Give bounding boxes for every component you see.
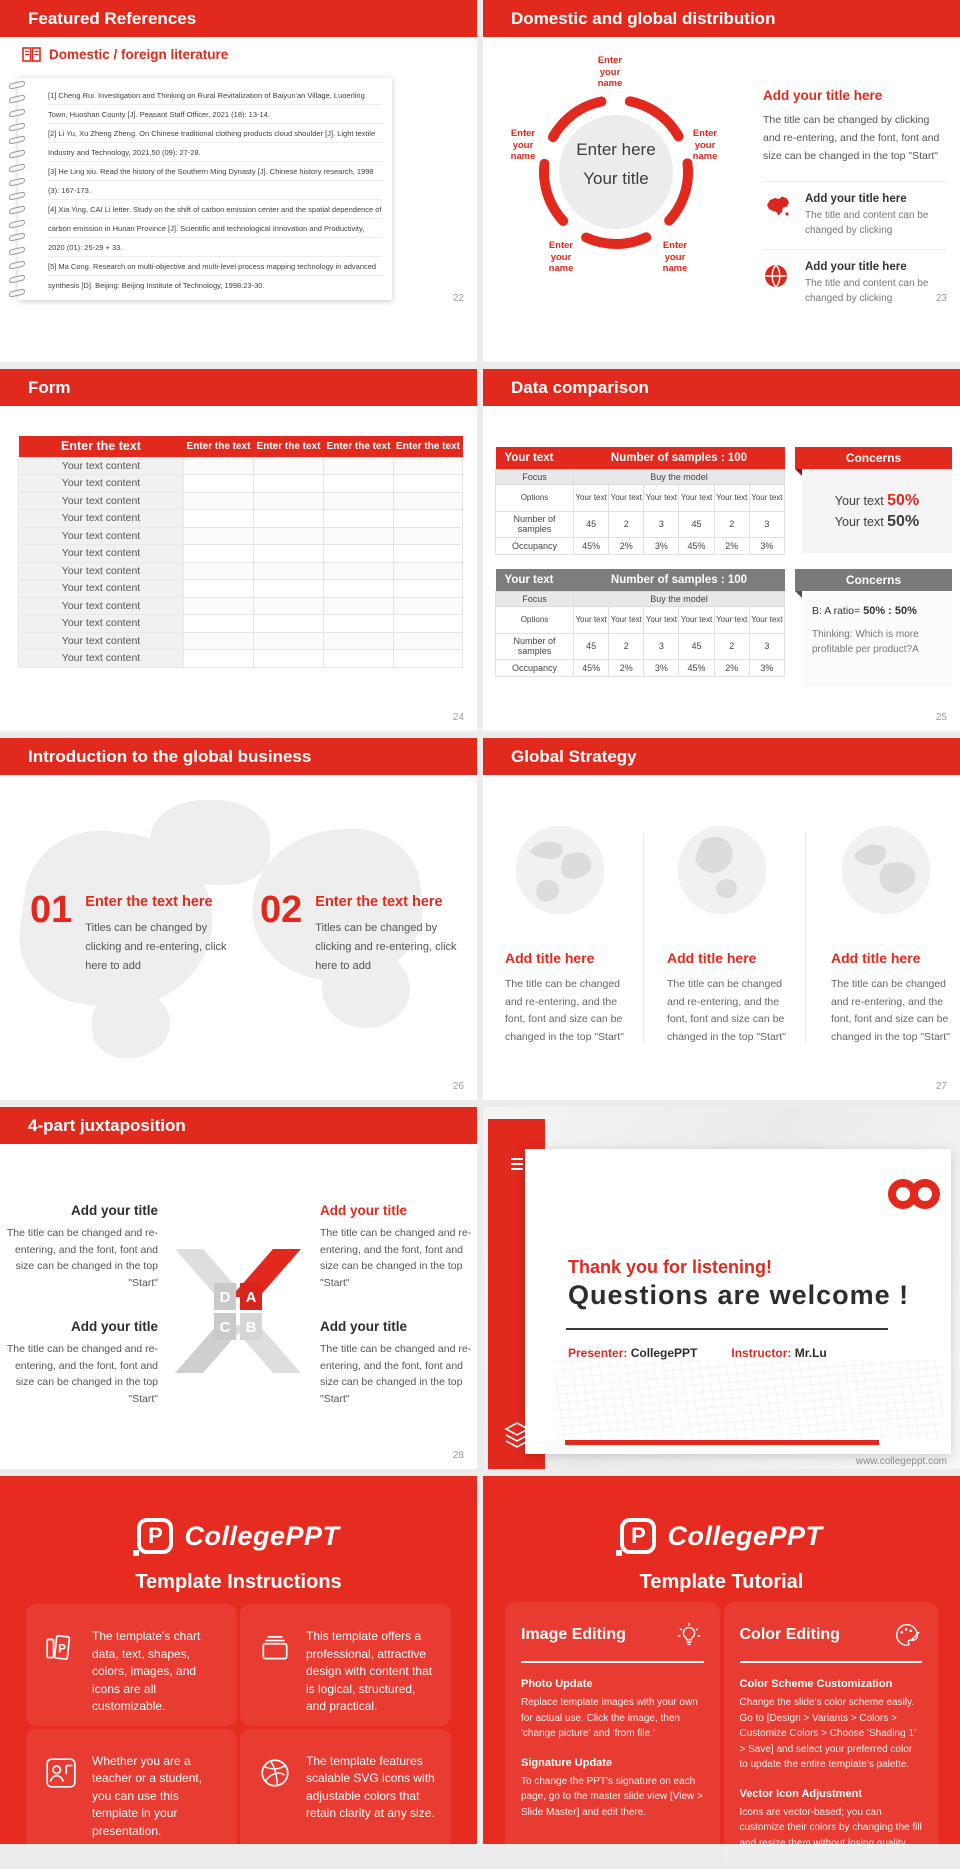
diagram-node-label: Enter your name xyxy=(510,128,536,162)
website-url: www.collegeppt.com xyxy=(855,1456,947,1467)
reference-item: [4] Xia Ying, CAI Li letter. Study on the shift of carbon emission center and the spatial dependence of carbon emission in Hunan Province [J]. Scientific and technological Innovation and Productivity, 2020 (01): 25-29 + 33. xyxy=(48,205,382,252)
table-cell xyxy=(394,650,463,668)
text-block: Add your title The title can be changed and re-entering, and the font, font and size can be changed in the top "Start" xyxy=(320,1203,472,1289)
globe-icon xyxy=(763,261,793,306)
brand-name: CollegePPT xyxy=(667,1520,823,1551)
slide-thumbnail-22[interactable] xyxy=(0,0,477,362)
slide-title-bar: Global Strategy xyxy=(483,738,960,775)
table-cell xyxy=(324,632,394,650)
diagram-node-label: Enter your name xyxy=(548,240,574,274)
globe-icon xyxy=(513,823,607,917)
tutorial-card: Color Editing Color Scheme Customization Change the slide's color scheme easily. Go to [Design > Variants > Colors > Customize Colors > Choose 'Shading 1' > Save] and select your preferred color to update the entire template's palette. Vector Icon Adjustment Icons are vector-based; you can customize their colors by changing the fill and resize them without losing quality. xyxy=(724,1602,939,1869)
item-body: Titles can be changed by clicking and re-entering, click here to add xyxy=(85,922,227,972)
slide-title-bar: 4-part juxtaposition xyxy=(0,1107,477,1144)
table-cell xyxy=(254,597,324,615)
table-cell xyxy=(394,562,463,580)
presenter-line: Presenter: CollegePPT Instructor: Mr.Lu xyxy=(568,1346,827,1360)
diagram-node-label: Enter your name xyxy=(692,128,718,162)
column-body: The title can be changed by clicking and re-entering, and the font, font and size can be changed in the top "Start" xyxy=(763,114,940,162)
panel-heading: Template Tutorial xyxy=(639,1571,804,1593)
table-cell xyxy=(184,510,254,528)
numbered-item xyxy=(30,890,242,976)
table-cell xyxy=(394,475,463,493)
section-heading xyxy=(22,47,228,62)
column-header: Enter the text xyxy=(254,436,324,457)
table-cell xyxy=(254,457,324,475)
table-cell xyxy=(184,527,254,545)
table-cell xyxy=(254,562,324,580)
item-heading: Enter the text here xyxy=(85,894,213,910)
table-row: Your text content xyxy=(19,615,463,633)
table-cell xyxy=(254,632,324,650)
strategy-column xyxy=(505,823,627,1046)
item-title: Add your title here xyxy=(805,261,907,273)
table-cell xyxy=(324,580,394,598)
panel-heading: Template Instructions xyxy=(135,1571,342,1593)
page-number: 22 xyxy=(452,293,464,304)
text-block: Add your title The title can be changed and re-entering, and the font, font and size can be changed in the top "Start" xyxy=(6,1319,158,1405)
divider-line xyxy=(566,1328,888,1330)
world-map-shape xyxy=(92,990,170,1058)
teacher-icon xyxy=(44,1756,78,1790)
column-heading: Add your title here xyxy=(763,88,883,103)
table-cell xyxy=(254,510,324,528)
page-number: 28 xyxy=(452,1450,464,1461)
diagram-node-label: Enter your name xyxy=(662,240,688,274)
table-cell xyxy=(184,632,254,650)
column-header: Enter the text xyxy=(394,436,463,457)
table-cell xyxy=(324,527,394,545)
instruction-card: Whether you are a teacher or a student, you can use this template in your presentation. xyxy=(26,1729,237,1851)
table-row: Your text content xyxy=(19,475,463,493)
column-divider xyxy=(805,833,806,1042)
table-cell xyxy=(254,527,324,545)
open-book-icon xyxy=(22,47,41,62)
column-header: Enter the text xyxy=(184,436,254,457)
collegeppt-logo-icon: P xyxy=(620,1518,656,1554)
table-cell xyxy=(184,597,254,615)
column-body: The title can be changed and re-entering, and the font, font and size can be changed in the top "Start" xyxy=(831,978,950,1043)
instruction-card: The template features scalable SVG icons with adjustable colors that retain clarity at any size. xyxy=(240,1729,451,1851)
table-header-row xyxy=(19,436,463,457)
letter-c: C xyxy=(219,1319,231,1336)
item-number: 01 xyxy=(30,889,73,931)
reference-item: [2] Li Yu, Xu Zheng Zheng. On Chinese traditional clothing products cloud shoulder [J]. Light textile Industry and Technology, 2021,50 (09): 27-28. xyxy=(48,129,376,157)
table-cell xyxy=(394,632,463,650)
table-cell xyxy=(394,615,463,633)
list-item xyxy=(763,181,947,249)
item-number: 02 xyxy=(260,889,303,931)
wireframe-mesh-texture xyxy=(555,1360,943,1440)
table-cell xyxy=(254,615,324,633)
template-tutorial-panel xyxy=(483,1476,960,1849)
letter-d: D xyxy=(219,1289,231,1306)
table-cell xyxy=(394,492,463,510)
table-subtitle: Number of samples : 100 xyxy=(574,569,785,591)
table-cell xyxy=(324,615,394,633)
text-block: Add your title The title can be changed and re-entering, and the font, font and size can be changed in the top "Start" xyxy=(320,1319,472,1405)
globe-icon xyxy=(675,823,769,917)
collegeppt-logo-icon xyxy=(887,1175,943,1213)
column-header: Enter the text xyxy=(19,436,184,457)
collegeppt-logo-icon: P xyxy=(137,1518,173,1554)
slide-title-bar: Featured References xyxy=(0,0,477,37)
column-heading: Add title here xyxy=(505,950,595,966)
column-header: Enter the text xyxy=(324,436,394,457)
table-row: Your text content xyxy=(19,545,463,563)
form-table xyxy=(18,436,463,668)
column-heading: Add title here xyxy=(667,950,757,966)
table-cell xyxy=(184,545,254,563)
slide-thumbnail-24[interactable] xyxy=(0,369,477,731)
table-cell xyxy=(254,475,324,493)
page-number: 24 xyxy=(452,712,464,723)
table-row: Your text content xyxy=(19,510,463,528)
table-row: Your text content xyxy=(19,632,463,650)
slide-title-bar: Introduction to the global business xyxy=(0,738,477,775)
item-body: The title and content can be changed by clicking xyxy=(805,278,929,304)
red-accent-strip xyxy=(565,1440,879,1445)
instruction-card: This template offers a professional, attractive design with content that is logical, structured, and practical. xyxy=(240,1604,451,1726)
table-row: Your text content xyxy=(19,650,463,668)
palette-icon xyxy=(892,1620,922,1650)
table-cell xyxy=(184,562,254,580)
table-cell xyxy=(394,580,463,598)
thank-you-card xyxy=(525,1149,951,1454)
data-table-red: Your text Number of samples : 100 Focus Buy the model Options Your text Your text Your text Your text Your text Your text Number of samples 45 2 3 45 2 3 Occupancy 45% 2% 3% 45% 2% 3% xyxy=(495,447,785,555)
text-block: Add your title The title can be changed and re-entering, and the font, font and size can be changed in the top "Start" xyxy=(6,1203,158,1289)
table-cell xyxy=(394,527,463,545)
slide-thumbnail-26[interactable] xyxy=(0,738,477,1100)
spiral-binding-icon xyxy=(9,82,29,296)
table-cell xyxy=(184,615,254,633)
table-cell xyxy=(324,510,394,528)
table-cell xyxy=(324,492,394,510)
reference-item: [3] He Ling xiu. Read the history of the Southern Ming Dynasty [J]. Chinese history research, 1998 (3): 167-173. xyxy=(48,167,374,195)
page-number: 26 xyxy=(452,1081,464,1092)
item-body: Titles can be changed by clicking and re-entering, click here to add xyxy=(315,922,457,972)
table-title: Your text xyxy=(496,447,574,469)
column-body: The title can be changed and re-entering, and the font, font and size can be changed in the top "Start" xyxy=(667,978,786,1043)
table-cell xyxy=(324,475,394,493)
right-text-column xyxy=(763,88,947,317)
x-ribbon-diagram-icon xyxy=(163,1245,313,1377)
pages-icon xyxy=(44,1631,78,1665)
table-title: Your text xyxy=(496,569,574,591)
table-cell xyxy=(324,650,394,668)
reference-item: [1] Cheng Rui. Investigation and Thinking on Rural Revitalization of Baiyun'an Village, Luoerling Town, Huoshan County [J]. Peasant Staff Officer, 2021 (18): 13-14. xyxy=(48,91,365,119)
concerns-card: Concerns Your text 50% Your text 50% xyxy=(795,447,952,553)
letter-a: A xyxy=(245,1289,257,1306)
slide-thumbnail-23[interactable] xyxy=(483,0,960,362)
china-map-icon xyxy=(763,193,793,238)
table-cell xyxy=(324,597,394,615)
table-cell xyxy=(324,457,394,475)
slide-thumbnail-thank-you[interactable] xyxy=(483,1107,960,1469)
column-heading: Add title here xyxy=(831,950,921,966)
strategy-column xyxy=(831,823,953,1046)
instruction-card: P The template's chart data, text, shapes, colors, images, and icons are all customizable. xyxy=(26,1604,237,1726)
thanks-line: Thank you for listening! xyxy=(568,1257,773,1277)
item-heading: Enter the text here xyxy=(315,894,443,910)
page-number: 27 xyxy=(935,1081,947,1092)
table-row: Your text content xyxy=(19,597,463,615)
table-cell xyxy=(394,457,463,475)
table-cell xyxy=(324,545,394,563)
table-cell xyxy=(254,545,324,563)
column-divider xyxy=(643,833,644,1042)
page-number: 25 xyxy=(935,712,947,723)
table-cell xyxy=(184,457,254,475)
reference-item: [5] Ma Cong. Research on multi-objective and multi-level process mapping technology in advanced synthesis [D]. Beijing: Beijing Institute of Technology, 1998:23-30. xyxy=(48,262,377,290)
slide-title-bar: Domestic and global distribution xyxy=(483,0,960,37)
table-row: Your text content xyxy=(19,527,463,545)
svg-text:P: P xyxy=(58,1642,66,1656)
column-body: The title can be changed and re-entering, and the font, font and size can be changed in the top "Start" xyxy=(505,978,624,1043)
slide-title-bar: Data comparison xyxy=(483,369,960,406)
letter-b: B xyxy=(245,1319,257,1336)
notebook-panel xyxy=(18,78,392,300)
slide-thumbnail-28[interactable] xyxy=(0,1107,477,1469)
list-item xyxy=(763,249,947,317)
table-cell xyxy=(254,492,324,510)
table-cell xyxy=(184,650,254,668)
globe-icon xyxy=(839,823,933,917)
numbered-item xyxy=(260,890,472,976)
table-row: Your text content xyxy=(19,457,463,475)
table-row: Your text content xyxy=(19,562,463,580)
slide-title-bar: Form xyxy=(0,369,477,406)
diagram-center-label: Enter here Your title xyxy=(576,140,656,188)
item-title: Add your title here xyxy=(805,193,907,205)
table-cell xyxy=(254,580,324,598)
questions-line: Questions are welcome ! xyxy=(568,1280,910,1310)
section-title: Domestic / foreign literature xyxy=(49,47,229,62)
bulb-icon xyxy=(674,1620,704,1650)
archive-box-icon xyxy=(258,1631,292,1665)
brand-logo xyxy=(483,1476,960,1554)
data-table-gray: Your text Number of samples : 100 Focus Buy the model Options Your text Your text Your text Your text Your text Your text Number of samples 45 2 3 45 2 3 Occupancy 45% 2% 3% 45% 2% 3% xyxy=(495,569,785,677)
dribbble-ball-icon xyxy=(258,1756,292,1790)
info-panels xyxy=(0,1476,960,1849)
table-cell xyxy=(184,580,254,598)
ribbon-header: Concerns xyxy=(795,447,952,469)
table-cell xyxy=(394,545,463,563)
reference-list xyxy=(48,86,382,292)
item-body: The title and content can be changed by clicking xyxy=(805,210,929,236)
ribbon-header: Concerns xyxy=(795,569,952,591)
concerns-card: Concerns B: A ratio= 50% : 50% Thinking: Which is more profitable per product?A xyxy=(795,569,952,687)
brand-logo xyxy=(0,1476,477,1554)
brand-name: CollegePPT xyxy=(184,1520,340,1551)
page-number: 23 xyxy=(935,293,947,304)
slide-thumbnail-25[interactable] xyxy=(483,369,960,731)
table-cell xyxy=(254,650,324,668)
slide-thumbnail-27[interactable] xyxy=(483,738,960,1100)
table-cell xyxy=(394,510,463,528)
diagram-node-label: Enter your name xyxy=(597,55,623,89)
table-row: Your text content xyxy=(19,580,463,598)
table-cell xyxy=(394,597,463,615)
table-cell xyxy=(324,562,394,580)
table-cell xyxy=(184,492,254,510)
table-subtitle: Number of samples : 100 xyxy=(574,447,785,469)
tutorial-card: Image Editing Photo Update Replace template images with your own for actual use. Click the image, then 'change picture' and 'from file.' Signature Update To change the PPT's signature on each page, go to the master slide view [View > Slide Master] and edit there. xyxy=(505,1602,720,1869)
template-instructions-panel xyxy=(0,1476,477,1844)
strategy-column xyxy=(667,823,789,1046)
table-cell xyxy=(184,475,254,493)
table-row: Your text content xyxy=(19,492,463,510)
